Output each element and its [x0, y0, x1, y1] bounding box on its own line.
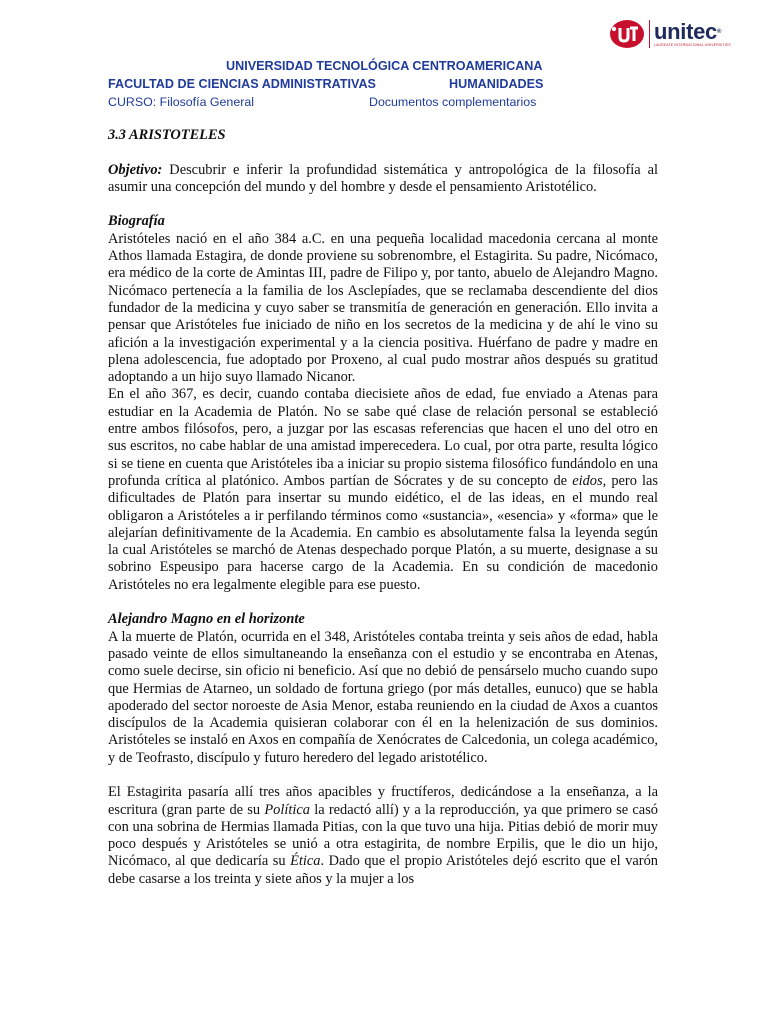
document-type: Documentos complementarios: [369, 95, 537, 109]
alexander-paragraph-1: A la muerte de Platón, ocurrida en el 348, Aristóteles contaba treinta y seis años de edad, habla pasado veinte de ellos simultaneando la enseñanza con el estudio y se encontraba en Atenas, como suele decirse, sin oficio ni beneficio. Así que no debió de pensárselo mucho cuando supo que Hermias de Atarneo, un soldado de fortuna griego (por más detalles, eunuco) que se habla apoderado del sector noroeste de Asia Menor, estaba reuniendo en la ciudad de Axos a cuantos discípulos de la Academia quisieran colaborar con él en la helenización de sus dominios. Aristóteles se instaló en Axos en compañía de Xenócrates de Calcedonia, un colega académico, y de Teofrasto, discípulo y futuro heredero del legado aristotélico.: [108, 628, 658, 766]
document-body: [108, 127, 658, 888]
biography-heading: Biografía: [108, 213, 165, 230]
eidos-term: eidos: [572, 472, 603, 489]
biography-paragraph-1: Aristóteles nació en el año 384 a.C. en una pequeña localidad macedonia cercana al monte Athos llamada Estagira, de donde proviene su sobrenombre, el Estagirita. Su padre, Nicómaco, era médico de la corte de Amintas III, padre de Filipo y, por tanto, abuelo de Alejandro Magno. Nicómaco pertenecía a la familia de los Asclepíades, que se reclamaba descendiente del dios fundador de la medicina y cuyo saber se transmitía de generación en generación. Ello invita a pensar que Aristóteles fue iniciado de niño en los secretos de la medicina y de ahí le vino su afición a la investigación experimental y a la ciencia positiva. Huérfano de padre y madre en plena adolescencia, fue adoptado por Proxeno, al cual pudo mostrar años después su gratitud adoptando a un hijo suyo llamado Nicanor.: [108, 230, 658, 386]
alexander-heading: Alejandro Magno en el horizonte: [108, 611, 305, 628]
objective-text: Descubrir e inferir la profundidad sistemática y antropológica de la filosofía al asumir una concepción del mundo y del hombre y desde el pensamiento Aristotélico.: [108, 161, 658, 195]
document-header: [108, 57, 668, 111]
logo-wordmark: unitec®: [654, 19, 722, 44]
faculty-name: FACULTAD DE CIENCIAS ADMINISTRATIVAS: [108, 77, 376, 91]
objective-label: Objetivo:: [108, 161, 163, 178]
department-name: HUMANIDADES: [449, 77, 544, 91]
university-name: UNIVERSIDAD TECNOLÓGICA CENTROAMERICANA: [226, 59, 543, 73]
objective-paragraph: [108, 162, 658, 197]
alexander-paragraph-2: El Estagirita pasaría allí tres años apacibles y fructíferos, dedicándose a la enseñanza, a la escritura (gran parte de su Política la redactó allí) y a la reproducción, ya que primero se casó con una sobrina de Hermias llamada Pitias, con la que tuvo una hija. Pitias debió de morir muy poco después y Aristóteles se unió a otra estagirita, de nombre Erpilis, que le dio un hijo, Nicómaco, al que dedicaría su Ética. Dado que el propio Aristóteles dejó escrito que el varón debe casarse a los treinta y siete años y la mujer a los: [108, 784, 658, 887]
politica-title: Política: [264, 801, 310, 818]
course-label: CURSO: Filosofía General: [108, 95, 254, 109]
logo-divider: [649, 20, 650, 48]
biography-paragraph-2: En el año 367, es decir, cuando contaba diecisiete años de edad, fue enviado a Atenas para estudiar en la Academia de Platón. No se sabe qué clase de relación personal se estableció entre ambos filósofos, pero, a juzgar por las escasas referencias que hacen el uno del otro en sus escritos, no cabe hablar de una amistad imperecedera. Lo cual, por otra parte, resulta lógico si se tiene en cuenta que Aristóteles iba a iniciar su propio sistema filosófico fundándolo en una profunda crítica al platónico. Ambos partían de Sócrates y de su concepto de eidos, pero las dificultades de Platón para insertar su mundo eidético, el de las ideas, en el mundo real obligaron a Aristóteles a ir perfilando términos como «sustancia», «esencia» y «forma» que le alejarían definitivamente de la Academia. En cambio es absolutamente falsa la leyenda según la cual Aristóteles se marchó de Atenas despechado porque Platón, a su muerte, designase a su sobrino Espeusipo para hacerse cargo de la Academia. En su condición de macedonio Aristóteles no era legalmente elegible para ese puesto.: [108, 386, 658, 593]
logo-tagline: LAUREATE INTERNATIONAL UNIVERSITIES: [654, 43, 731, 47]
section-title: 3.3 ARISTOTELES: [108, 127, 226, 143]
etica-title: Ética: [290, 853, 321, 870]
unitec-logo: [609, 17, 734, 51]
unitec-emblem-icon: [609, 19, 645, 49]
